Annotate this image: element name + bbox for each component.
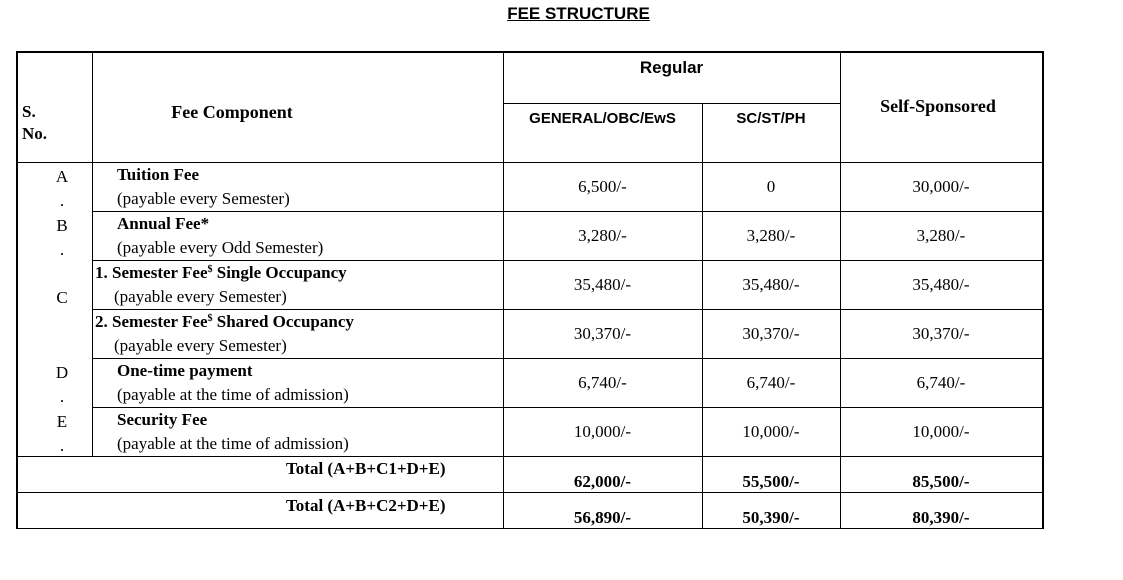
- fee-component-a: Tuition Fee (payable every Semester): [117, 165, 290, 208]
- table-border-left: [16, 51, 18, 529]
- self-value-e: 10,000/-: [912, 422, 970, 441]
- table-border-top: [16, 51, 1043, 53]
- self-value-b: 3,280/-: [916, 226, 966, 245]
- self-value-a: 30,000/-: [912, 177, 970, 196]
- regular-header-divider: [503, 103, 840, 104]
- self-value-c2: 30,370/-: [912, 324, 970, 343]
- fee-component-c2: 2. Semester Fee$ Shared Occupancy (payable every Semester): [95, 312, 354, 355]
- fee-component-d: One-time payment (payable at the time of admission): [117, 361, 349, 404]
- fee-component-c1: 1. Semester Fee$ Single Occupancy (payable every Semester): [95, 263, 347, 306]
- fee-component-e: Security Fee (payable at the time of admission): [117, 410, 349, 453]
- regular-header: Regular: [639, 58, 704, 77]
- sno-d-dot: .: [59, 387, 65, 406]
- table-border-right: [1042, 51, 1044, 529]
- fee-component-b: Annual Fee* (payable every Odd Semester): [117, 214, 324, 257]
- total-c2-general: 56,890/-: [573, 508, 632, 527]
- scst-value-a: 0: [766, 177, 776, 196]
- sno-e: E: [56, 412, 68, 431]
- general-header: GENERAL/OBC/EwS: [529, 109, 676, 127]
- general-value-e: 10,000/-: [573, 422, 632, 441]
- scst-value-e: 10,000/-: [742, 422, 800, 441]
- sno-b-dot: .: [59, 240, 65, 259]
- total-c1-self: 85,500/-: [912, 472, 970, 491]
- sno-c: C: [56, 288, 68, 307]
- total-c2-self: 80,390/-: [912, 508, 970, 527]
- general-value-a: 6,500/-: [578, 177, 627, 196]
- total-c1-scst: 55,500/-: [742, 472, 800, 491]
- total-c1-general: 62,000/-: [573, 472, 632, 491]
- sno-d: D: [55, 363, 69, 382]
- page-title: FEE STRUCTURE: [507, 4, 650, 23]
- sno-a: A: [55, 167, 69, 186]
- self-value-d: 6,740/-: [916, 373, 966, 392]
- sno-e-dot: .: [59, 436, 65, 455]
- scst-value-c2: 30,370/-: [742, 324, 800, 343]
- total-c2-scst: 50,390/-: [742, 508, 800, 527]
- general-value-c1: 35,480/-: [573, 275, 632, 294]
- fee-component-header: Fee Component: [171, 101, 293, 122]
- scst-value-c1: 35,480/-: [742, 275, 800, 294]
- total-c2-label: Total (A+B+C2+D+E): [286, 496, 446, 515]
- sno-b: B: [56, 216, 68, 235]
- scst-header: SC/ST/PH: [736, 109, 806, 127]
- sno-header: S. No.: [22, 102, 48, 143]
- general-value-b: 3,280/-: [578, 226, 627, 245]
- scst-value-d: 6,740/-: [746, 373, 796, 392]
- row-divider-e: [16, 456, 1043, 457]
- general-value-d: 6,740/-: [578, 373, 627, 392]
- self-sponsored-header: Self-Sponsored: [880, 95, 996, 116]
- scst-value-b: 3,280/-: [746, 226, 796, 245]
- sno-a-dot: .: [59, 191, 65, 210]
- self-value-c1: 35,480/-: [912, 275, 970, 294]
- total-c1-label: Total (A+B+C1+D+E): [286, 459, 446, 478]
- general-value-c2: 30,370/-: [573, 324, 632, 343]
